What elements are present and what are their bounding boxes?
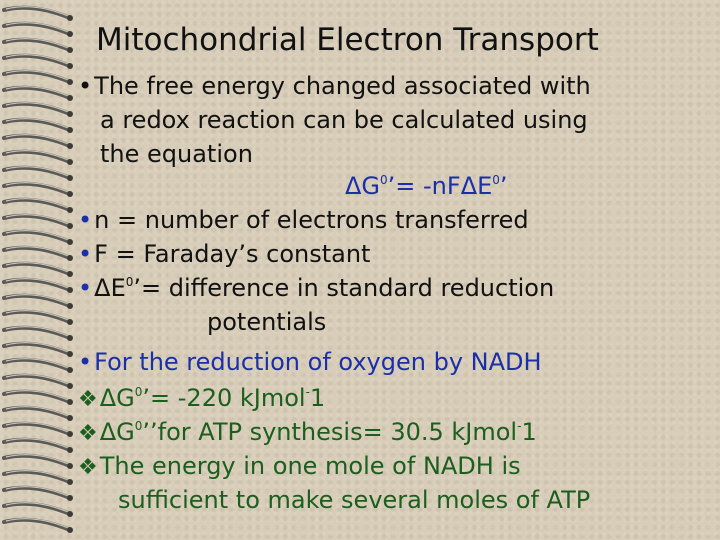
diamond-bullet-icon: ❖ bbox=[78, 421, 98, 446]
binding-hole bbox=[67, 95, 73, 101]
slide-title: Mitochondrial Electron Transport bbox=[96, 22, 599, 58]
binding-hole bbox=[67, 319, 73, 325]
bullet-icon: • bbox=[78, 206, 93, 234]
bullet-line-f: •F = Faraday’s constant bbox=[78, 240, 371, 268]
bullet-icon: • bbox=[78, 240, 93, 268]
binding-hole bbox=[67, 175, 73, 181]
binding-hole bbox=[67, 239, 73, 245]
bullet-line-free-energy-3: the equation bbox=[100, 140, 253, 168]
binding-hole bbox=[67, 479, 73, 485]
binding-hole bbox=[67, 287, 73, 293]
binding-hole bbox=[67, 207, 73, 213]
binding-hole bbox=[67, 335, 73, 341]
bullet-line-oxygen: •For the reduction of oxygen by NADH bbox=[78, 348, 542, 376]
bullet-icon: • bbox=[78, 274, 93, 302]
equation-line: $\Delta G^0’= -nF\Delta E^0$’ bbox=[345, 172, 508, 200]
binding-hole bbox=[67, 63, 73, 69]
binding-hole bbox=[67, 399, 73, 405]
binding-hole bbox=[67, 415, 73, 421]
diamond-line-delta-g-1: $❖\Delta G^0’= -220$ kJmol-1 bbox=[78, 384, 326, 412]
binding-hole bbox=[67, 31, 73, 37]
bullet-icon: • bbox=[78, 72, 93, 100]
binding-hole bbox=[67, 447, 73, 453]
binding-hole bbox=[67, 527, 73, 533]
binding-hole bbox=[67, 79, 73, 85]
bullet-line-n: •n = number of electrons transferred bbox=[78, 206, 529, 234]
bullet-line-free-energy-1: •The free energy changed associated with bbox=[78, 72, 591, 100]
diamond-bullet-icon: ❖ bbox=[78, 455, 98, 480]
binding-hole bbox=[67, 367, 73, 373]
diamond-line-energy-1: ❖The energy in one mole of NADH is bbox=[78, 452, 521, 480]
bullet-icon: • bbox=[78, 348, 93, 376]
binding-hole bbox=[67, 271, 73, 277]
bullet-line-free-energy-2: a redox reaction can be calculated using bbox=[100, 106, 588, 134]
binding-hole bbox=[67, 223, 73, 229]
binding-hole bbox=[67, 463, 73, 469]
binding-hole bbox=[67, 431, 73, 437]
spiral-binding bbox=[0, 0, 82, 540]
binding-hole bbox=[67, 511, 73, 517]
diamond-line-energy-2: sufficient to make several moles of ATP bbox=[118, 486, 591, 514]
binding-hole bbox=[67, 143, 73, 149]
binding-hole bbox=[67, 351, 73, 357]
binding-hole bbox=[67, 159, 73, 165]
binding-hole bbox=[67, 383, 73, 389]
bullet-line-delta-e: $•\Delta E^0’=$ difference in standard reduction bbox=[78, 274, 555, 302]
binding-hole bbox=[67, 303, 73, 309]
binding-hole bbox=[67, 495, 73, 501]
binding-hole bbox=[67, 255, 73, 261]
diamond-line-delta-g-2: $❖\Delta G^0’’for$ ATP synthesis= 30.5 kJmol-1 bbox=[78, 418, 537, 446]
bullet-line-delta-e-2: potentials bbox=[207, 308, 327, 336]
binding-hole bbox=[67, 111, 73, 117]
binding-hole bbox=[67, 191, 73, 197]
binding-hole bbox=[67, 47, 73, 53]
diamond-bullet-icon: ❖ bbox=[78, 387, 98, 412]
binding-hole bbox=[67, 127, 73, 133]
binding-hole bbox=[67, 15, 73, 21]
